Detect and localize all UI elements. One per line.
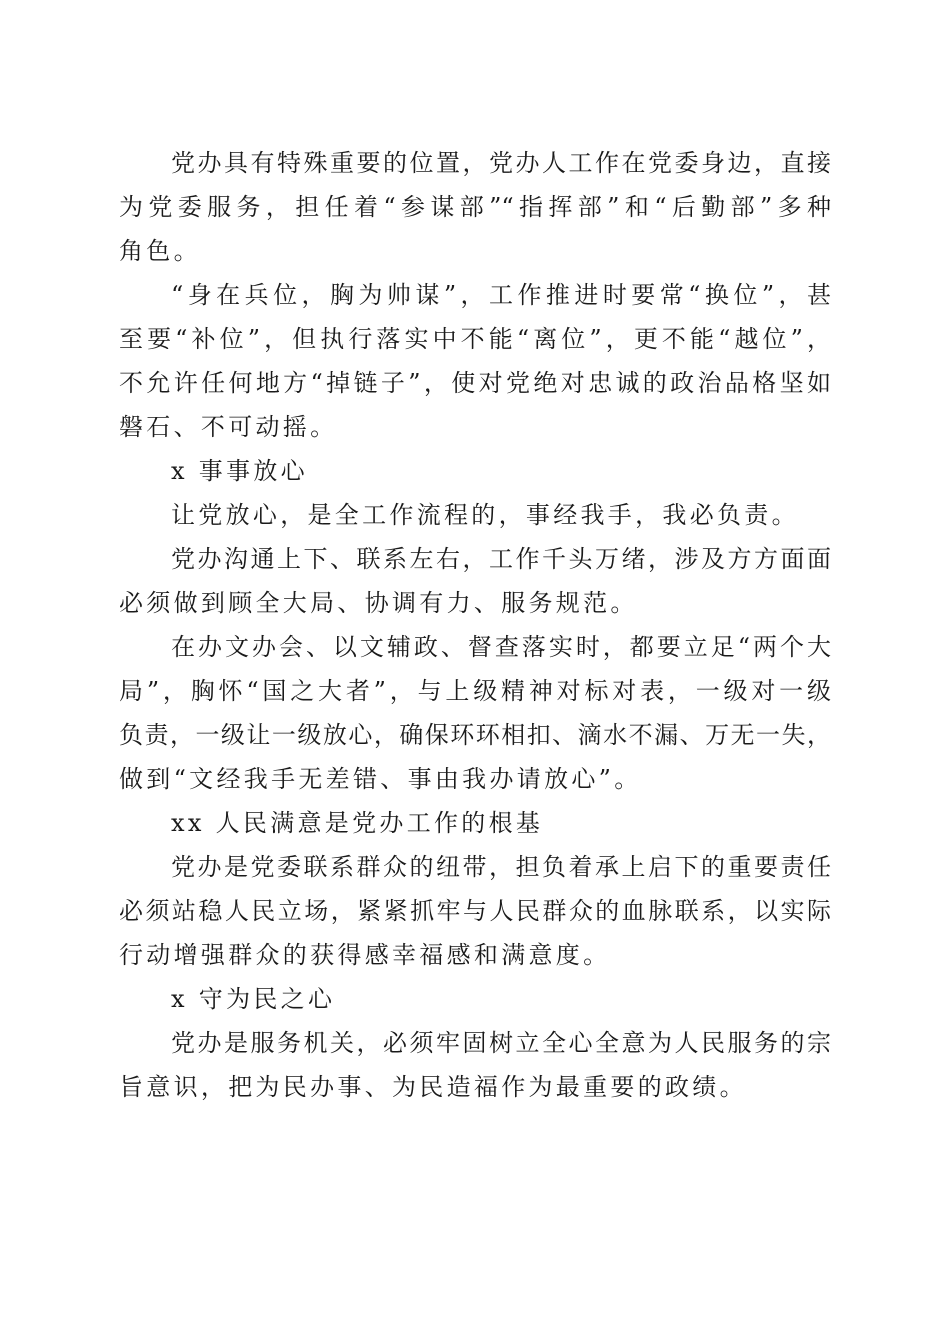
paragraph-line: 党办沟通上下、联系左右，工作千头万绪，涉及方方面面 <box>171 545 831 573</box>
paragraph-line: 做到“文经我手无差错、事由我办请放心”。 <box>119 765 642 793</box>
paragraph-line: 党办具有特殊重要的位置，党办人工作在党委身边，直接 <box>171 149 831 177</box>
paragraph-line: 磐石、不可动摇。 <box>119 413 338 441</box>
paragraph-line: 至要“补位”，但执行落实中不能“离位”，更不能“越位”， <box>119 325 831 353</box>
paragraph-line: 党办是服务机关，必须牢固树立全心全意为人民服务的宗 <box>171 1029 831 1057</box>
section-heading: x 事事放心 <box>171 457 308 485</box>
paragraph-line: 局”，胸怀“国之大者”，与上级精神对标对表，一级对一级 <box>119 677 831 705</box>
section-heading: xx 人民满意是党办工作的根基 <box>171 809 544 837</box>
paragraph-line: 在办文办会、以文辅政、督查落实时，都要立足“两个大 <box>171 633 831 661</box>
paragraph-line: 必须做到顾全大局、协调有力、服务规范。 <box>119 589 638 617</box>
paragraph-line: 必须站稳人民立场，紧紧抓牢与人民群众的血脉联系，以实际 <box>119 897 831 925</box>
paragraph-line: 党办是党委联系群众的纽带，担负着承上启下的重要责任 <box>171 853 831 881</box>
paragraph-line: 负责，一级让一级放心，确保环环相扣、滴水不漏、万无一失， <box>119 721 831 749</box>
paragraph-line: 不允许任何地方“掉链子”，使对党绝对忠诚的政治品格坚如 <box>119 369 831 397</box>
document-body <box>119 141 831 1109</box>
section-heading: x 守为民之心 <box>171 985 336 1013</box>
paragraph-line: 为党委服务，担任着“参谋部”“指挥部”和“后勤部”多种 <box>119 193 831 221</box>
paragraph-line: 角色。 <box>119 237 201 265</box>
paragraph-line: 旨意识，把为民办事、为民造福作为最重要的政绩。 <box>119 1073 747 1101</box>
paragraph-line: “身在兵位，胸为帅谋”，工作推进时要常“换位”，甚 <box>171 281 831 309</box>
paragraph-line: 让党放心，是全工作流程的，事经我手，我必负责。 <box>171 501 799 529</box>
paragraph-line: 行动增强群众的获得感幸福感和满意度。 <box>119 941 611 969</box>
